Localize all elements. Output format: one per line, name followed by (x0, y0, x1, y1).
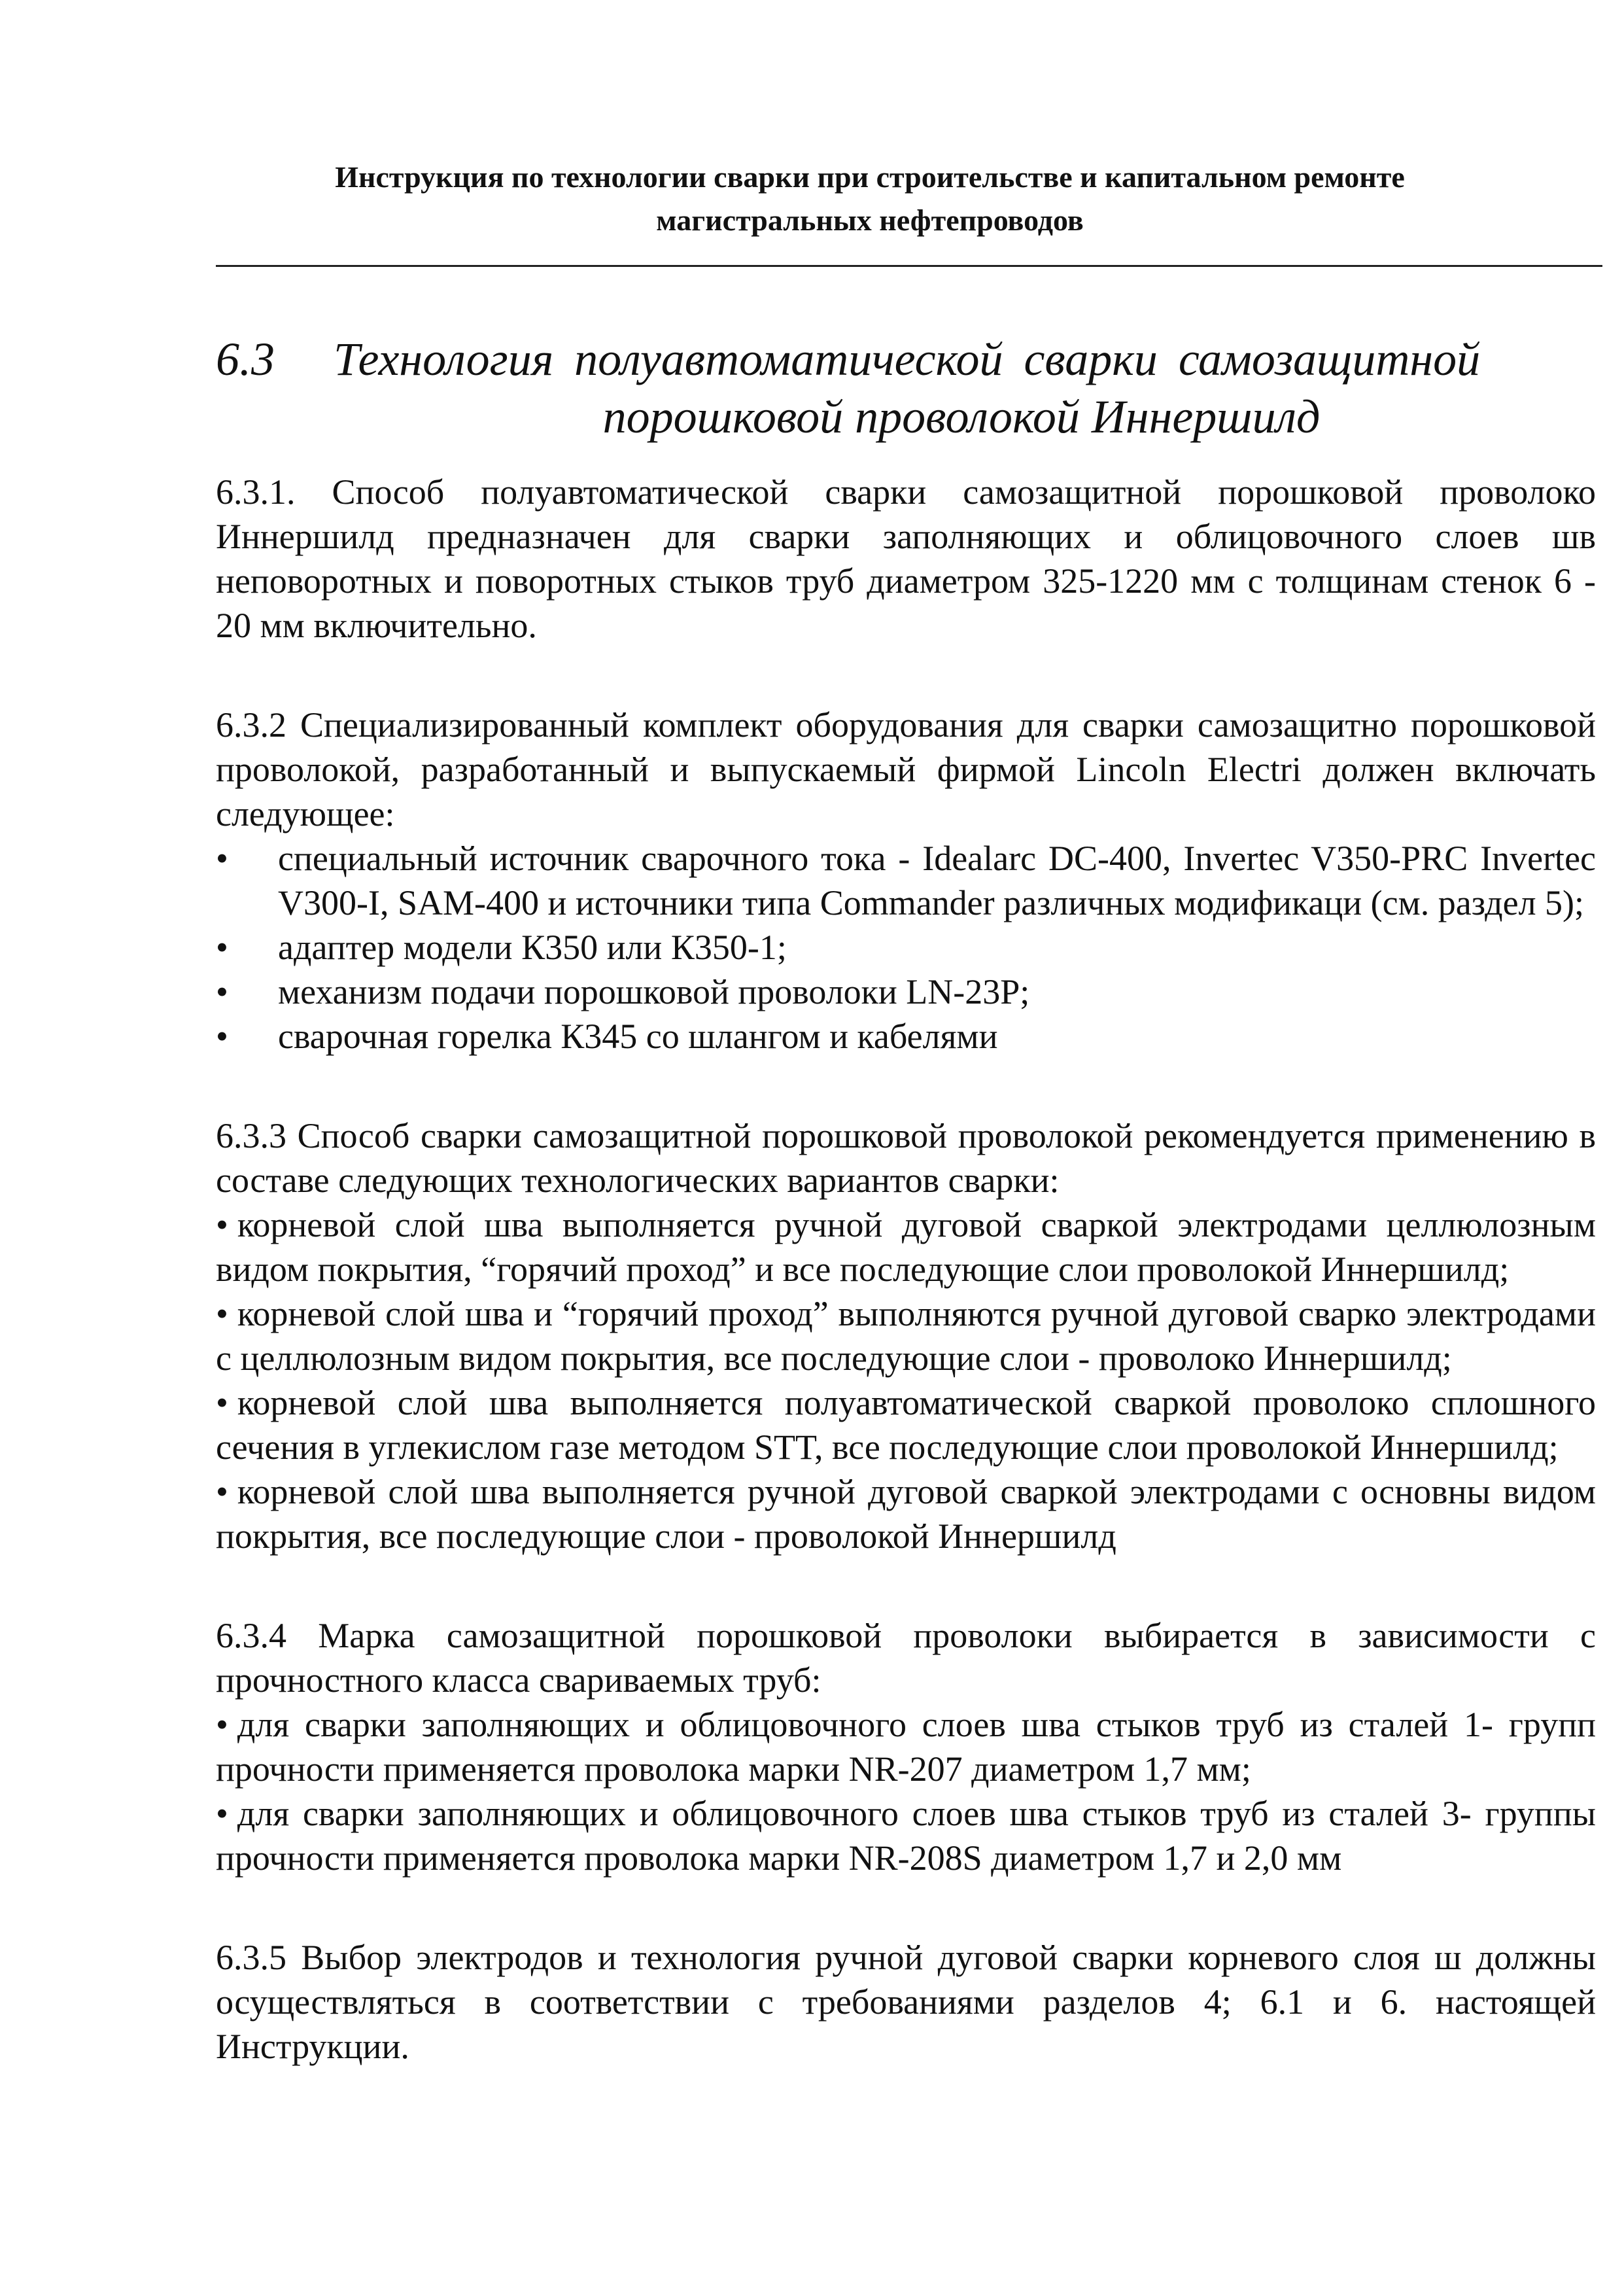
bullet-icon: • (216, 1383, 228, 1422)
list-item (216, 1291, 1596, 1380)
section-number: 6.3 (216, 333, 275, 385)
paragraph-6-3-3-intro: 6.3.3 Способ сварки самозащитной порошковой проволокой рекомендуется применению в составе следующих технологических вариантов сварки: (216, 1116, 1596, 1200)
header-line-1: Инструкция по технологии сварки при строительстве и капитальном ремонте (335, 160, 1405, 194)
list-item: • механизм подачи порошковой проволоки LN-23P; (216, 970, 1596, 1014)
bullet-icon: • (216, 1294, 228, 1333)
bullet-icon: • (216, 1205, 228, 1244)
list-item (216, 1202, 1596, 1291)
list-item-text: для сварки заполняющих и облицовочного слоев шва стыков труб из сталей 1- групп прочности применяется проволока марки NR-207 диаметром 1,7 мм; (216, 1705, 1596, 1789)
list-item-text: корневой слой шва выполняется полуавтоматической сваркой проволоко сплошного сечения в углекислом газе методом STT, все последующие слои проволокой Иннершилд; (216, 1383, 1596, 1467)
list-item-text: корневой слой шва и “горячий проход” выполняются ручной дуговой сварко электродами с целлюлозным видом покрытия, все последующие слои - проволоко Иннершилд; (216, 1294, 1596, 1378)
paragraph-6-3-2 (216, 703, 1596, 1059)
document-body (216, 470, 1596, 2069)
bullet-icon: • (216, 1705, 228, 1744)
paragraph-6-3-4 (216, 1613, 1596, 1880)
list-item (216, 1380, 1596, 1469)
list-item: • сварочная горелка К345 со шлангом и кабелями (216, 1014, 1596, 1059)
paragraph-6-3-2-intro: 6.3.2 Специализированный комплект оборудования для сварки самозащитно порошковой проволокой, разработанный и выпускаемый фирмой Lincoln Electri должен включать следующее: (216, 705, 1596, 833)
paragraph-6-3-3 (216, 1113, 1596, 1558)
paragraph-6-3-4-intro: 6.3.4 Марка самозащитной порошковой проволоки выбирается в зависимости с прочностного класса свариваемых труб: (216, 1616, 1596, 1700)
list-item (216, 1702, 1596, 1791)
list-item: • специальный источник сварочного тока - Idealarc DC-400, Invertec V350-PRC Invertec V300-I, SAM-400 и источники типа Commander различных модификаци (см. раздел 5); (216, 836, 1596, 925)
list-item-text: корневой слой шва выполняется ручной дуговой сваркой электродами целлюлозным видом покрытия, “горячий проход” и все последующие слои проволокой Иннершилд; (216, 1205, 1596, 1289)
paragraph-6-3-5: 6.3.5 Выбор электродов и технология ручной дуговой сварки корневого слоя ш должны осуществляться в соответствии с требованиями разделов 4; 6.1 и 6. настоящей Инструкции. (216, 1938, 1596, 2066)
list-item (216, 1791, 1596, 1880)
section-title-line-2: порошковой проволокой Иннершилд (602, 391, 1321, 443)
list-item: • адаптер модели К350 или К350-1; (216, 925, 1596, 970)
document-header (216, 156, 1524, 242)
equipment-list (216, 836, 1596, 1059)
bullet-icon: • (216, 1794, 228, 1833)
header-divider (216, 265, 1602, 267)
paragraph-6-3-1: 6.3.1. Способ полуавтоматической сварки самозащитной порошковой проволоко Иннершилд предназначен для сварки заполняющих и облицовочного слоев шв неповоротных и поворотных стыков труб диаметром 325-1220 мм с толщинам стенок 6 - 20 мм включительно. (216, 472, 1596, 645)
section-title-line-1: Технология полуавтоматической сварки самозащитной (334, 333, 1481, 385)
list-item (216, 1469, 1596, 1558)
section-title (216, 330, 1615, 446)
list-item-text: корневой слой шва выполняется ручной дуговой сваркой электродами с основны видом покрытия, все последующие слои - проволокой Иннершилд (216, 1472, 1596, 1556)
bullet-icon: • (216, 1472, 228, 1511)
list-item-text: для сварки заполняющих и облицовочного слоев шва стыков труб из сталей 3- группы прочности применяется проволока марки NR-208S диаметром 1,7 и 2,0 мм (216, 1794, 1596, 1878)
header-line-2: магистральных нефтепроводов (656, 203, 1084, 237)
